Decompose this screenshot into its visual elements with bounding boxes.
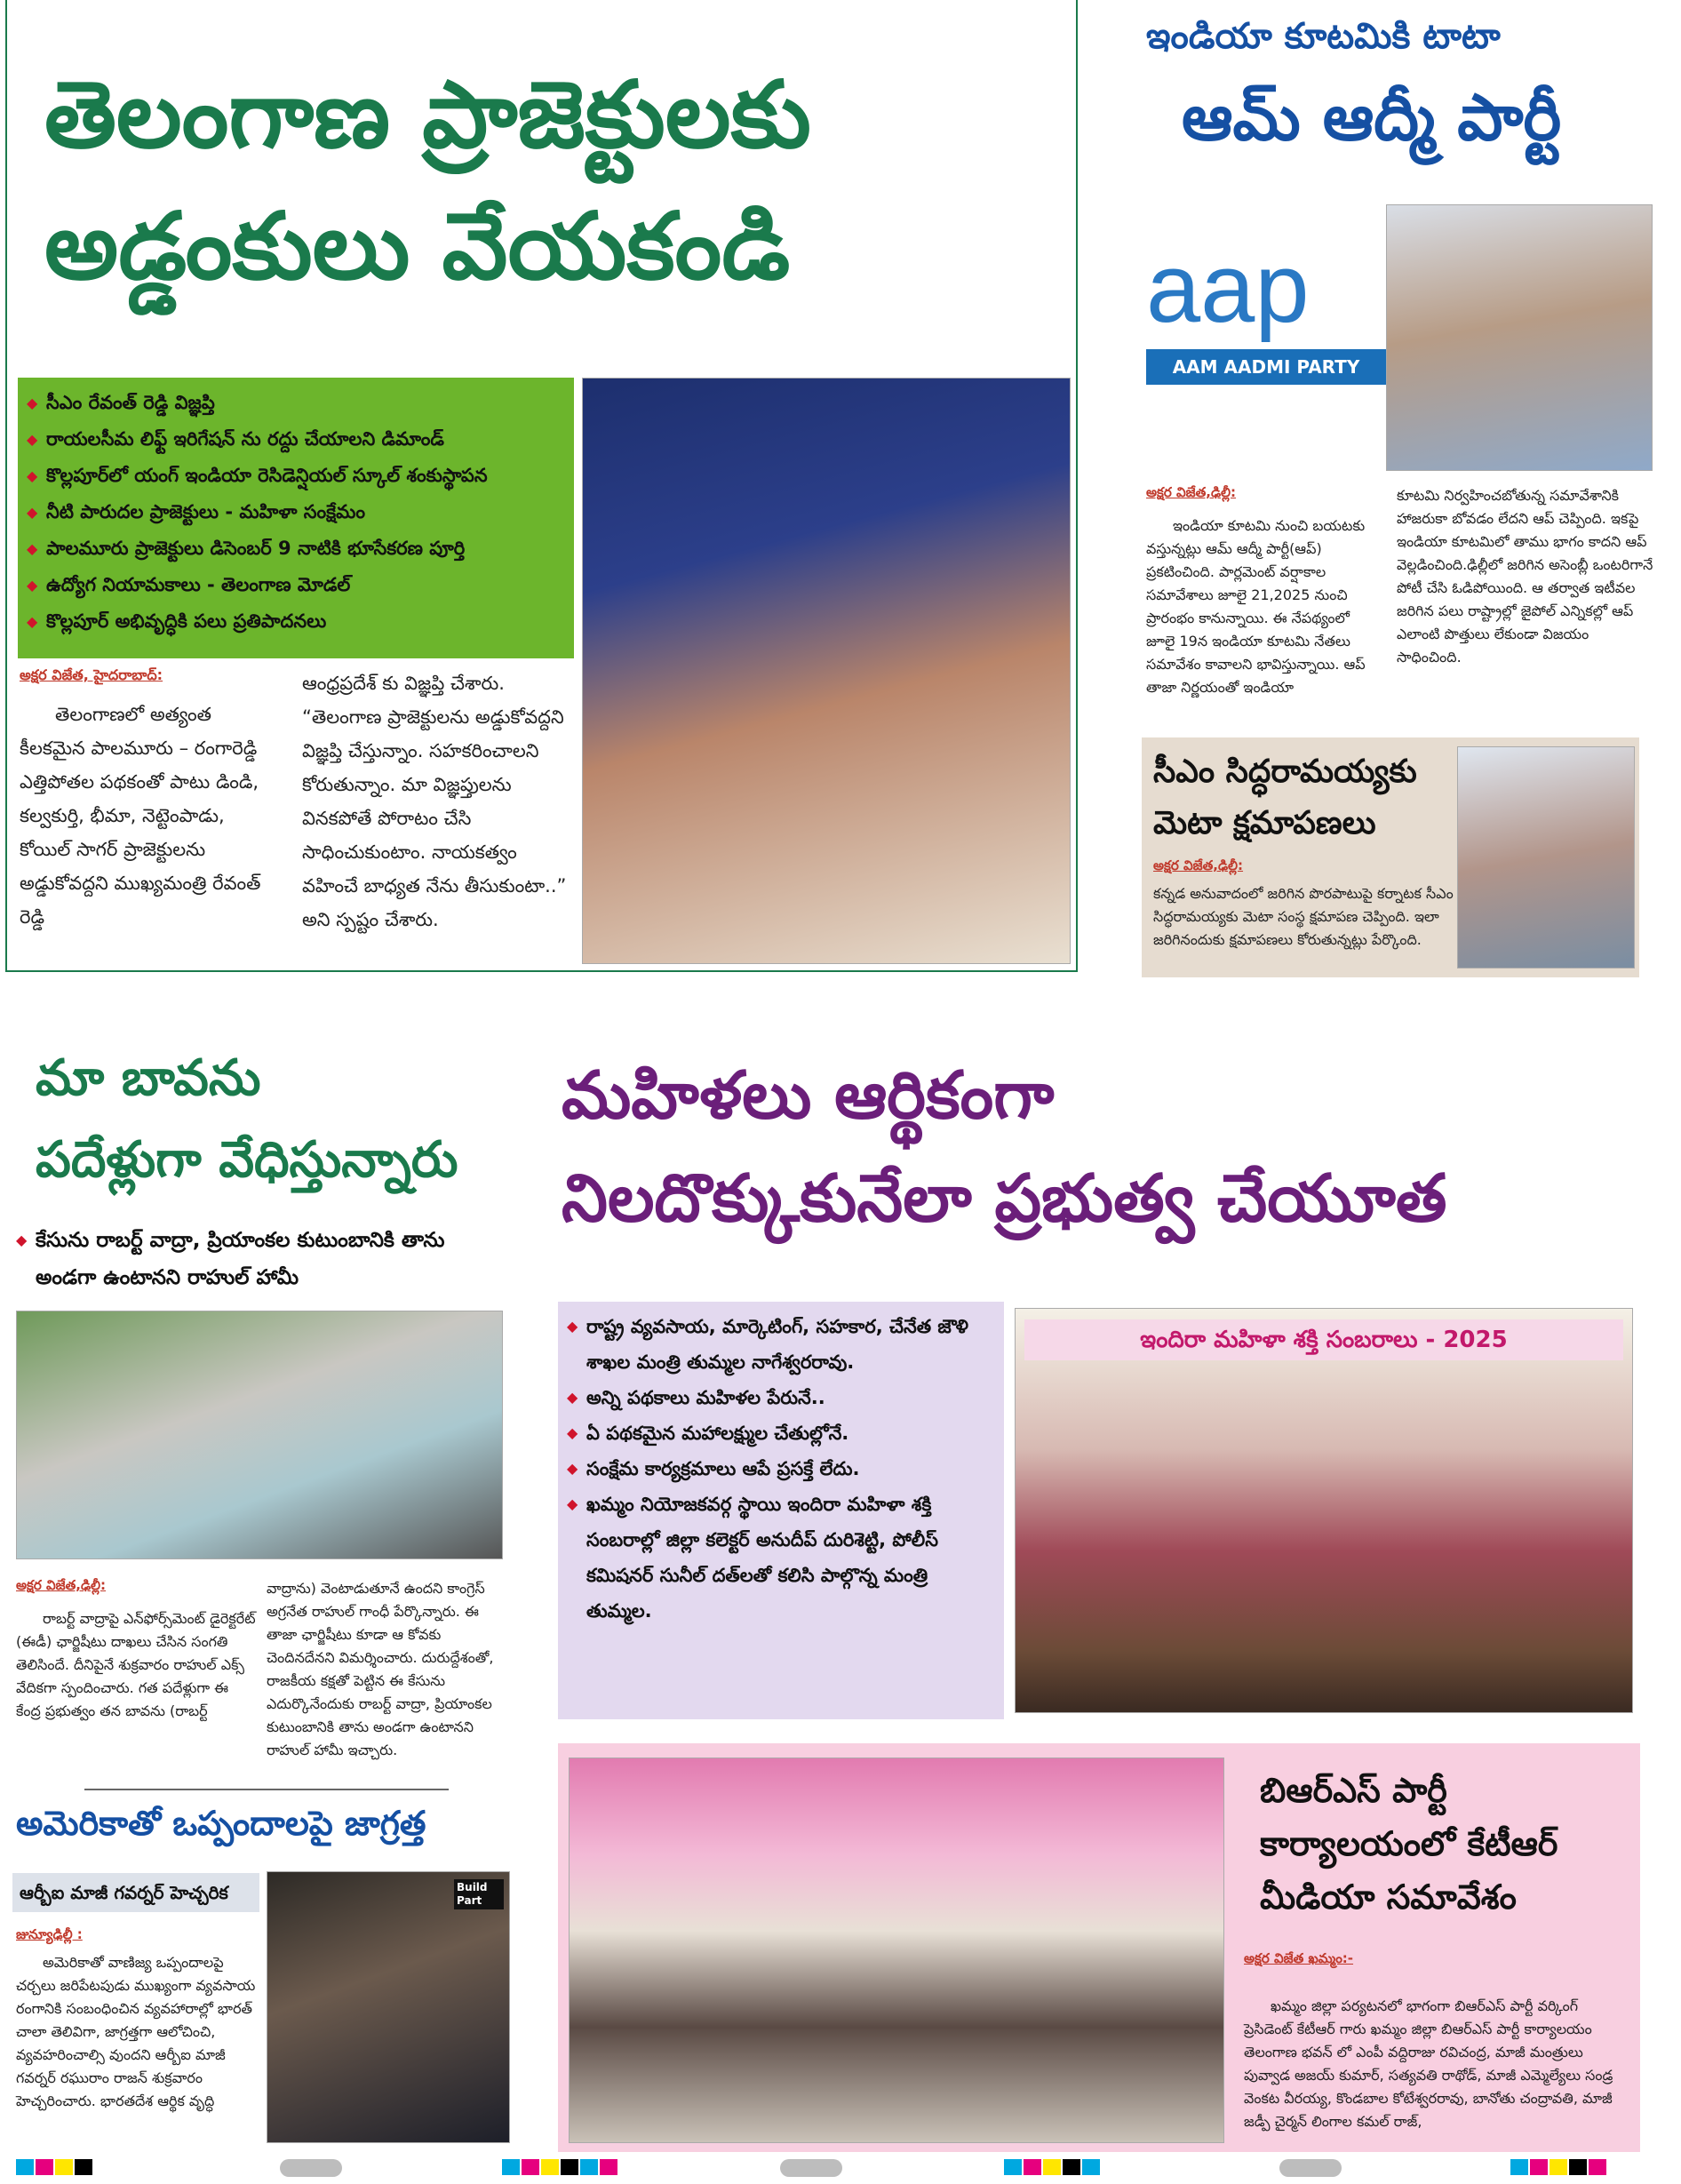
story4-headline-line2: పదేళ్లుగా వేధిస్తున్నారు	[36, 1131, 458, 1189]
story4-headline	[36, 1038, 533, 1201]
story1-body-col1: తెలంగాణలో అత్యంత కీలకమైన పాలమూరు – రంగారెడ్డి ఎత్తిపోతల పథకంతో పాటు డిండి, కల్వకుర్తి, భీమా, నెట్టెంపాడు, కోయిల్ సాగర్ ప్రాజెక్టులను అడ్డుకోవద్దని ముఖ్యమంత్రి రేవంత్ రెడ్డి	[20, 704, 261, 928]
registration-pill	[280, 2159, 342, 2177]
story1-bullet: ◆ కొల్లపూర్‌లో యంగ్ ఇండియా రెసిడెన్షియల్ స్కూల్ శంకుస్థాపన	[27, 458, 565, 494]
story4-headline-line1: మా బావను	[36, 1049, 261, 1107]
registration-pill	[780, 2159, 842, 2177]
registration-pill	[1279, 2159, 1342, 2177]
story2-body-col1: ఇండియా కూటమి నుంచి బయటకు వస్తున్నట్లు ఆమ్ ఆద్మీ పార్టీ(ఆప్) ప్రకటించింది. పార్లమెంట్ వర్షాకాల సమావేశాలు జూలై 21,2025 నుంచి ప్రారంభం కానున్నాయి. ఈ నేపథ్యంలో జూలై 19న ఇండియా కూటమి నేతలు సమావేశం కావాలని భావిస్తున్నాయి. ఆప్ తాజా నిర్ణయంతో ఇండియా	[1146, 517, 1366, 696]
story1-photo-cm-speaking	[582, 378, 1071, 964]
story3-headline-line2: మెటా క్షమాపణలు	[1153, 805, 1376, 841]
story4-text-col2	[267, 1577, 506, 1762]
story3-headline	[1153, 746, 1446, 849]
story4-text-col1	[16, 1577, 256, 1723]
story7-headline-line3: మీడియా సమావేశం	[1260, 1877, 1517, 1917]
story5-photo-text: Build Part	[454, 1879, 504, 1909]
story1-text-col2	[302, 666, 569, 937]
story4-bullet-text: ◆ కేసును రాబర్ట్ వాద్రా, ప్రియాంకల కుటుంబానికి తాను అండగా ఉంటానని రాహుల్ హామీ	[16, 1222, 505, 1296]
aap-logo-text: aap	[1146, 234, 1310, 343]
story6-bullet: ◆ సంక్షేమ కార్యక్రమాలు ఆపే ప్రసక్తే లేదు.	[567, 1451, 995, 1487]
story5-body: అమెరికాతో వాణిజ్య ఒప్పందాలపై చర్చలు జరిపేటపుడు ముఖ్యంగా వ్యవసాయ రంగానికి సంబంధించిన వ్యవహారాల్లో భారత్ చాలా తెలివిగా, జాగ్రత్తగా ఆలోచించి, వ్యవహరించాల్సి వుందని ఆర్బీఐ మాజీ గవర్నర్ రఘురాం రాజన్ శుక్రవారం హెచ్చరించారు. భారతదేశ ఆర్థిక వృద్ధి	[16, 1954, 256, 2109]
divider-line	[84, 1789, 449, 1790]
color-registration-strip	[502, 2159, 617, 2175]
story6-photo-banner: ఇందిరా మహిళా శక్తి సంబరాలు - 2025	[1024, 1319, 1623, 1360]
story4-body-col2: వాద్రాను) వెంటాడుతూనే ఉందని కాంగ్రెస్ అగ్రనేత రాహుల్ గాంధీ పేర్కొన్నారు. ఈ తాజా ఛార్జిషీటు కూడా ఆ కోవకు చెందినదేనని విమర్శించారు. దురుద్దేశంతో, రాజకీయ కక్షతో పెట్టిన ఈ కేసును ఎదుర్కొనేందుకు రాబర్ట్ వాద్రా, ప్రియాంకల కుటుంబానికి తాను అండగా ఉంటానని రాహుల్ హామీ ఇచ్చారు.	[267, 1580, 494, 1758]
story5-dateline: జున్యూఢిల్లీ :	[16, 1926, 83, 1942]
story2-dateline: అక్షర విజేత,ఢిల్లీ:	[1146, 484, 1237, 500]
story2-text-col2	[1397, 484, 1654, 669]
story1-text-col1	[20, 666, 277, 934]
color-registration-strip	[16, 2159, 92, 2175]
story6-photo-women-event	[1015, 1308, 1633, 1713]
aap-logo	[1146, 235, 1386, 413]
story4-bullet	[16, 1222, 505, 1296]
story6-headline	[562, 1044, 1654, 1250]
story5-subhead: ఆర్బీఐ మాజీ గవర్నర్ హెచ్చరిక	[12, 1873, 259, 1912]
story7-headline-line2: కార్యాలయంలో కేటీఆర్	[1260, 1824, 1558, 1863]
story1-bullet: ◆ కొల్లపూర్ అభివృద్ధికి పలు ప్రతిపాదనలు	[27, 603, 565, 640]
story2-kicker: ఇండియా కూటమికి టాటా	[1146, 16, 1501, 57]
story2-headline: ఆమ్ ఆద్మీ పార్టీ	[1182, 80, 1562, 155]
color-registration-strip	[1004, 2159, 1100, 2175]
color-registration-strip	[1510, 2159, 1606, 2175]
story7-body: ఖమ్మం జిల్లా పర్యటనలో భాగంగా బిఆర్ఎస్ పార్టీ వర్కింగ్ ప్రెసిడెంట్ కేటీఆర్ గారు ఖమ్మం జిల్లా బిఆర్ఎస్ పార్టీ కార్యాలయం తెలంగాణ భవన్ లో ఎంపీ వద్దిరాజు రవిచంద్ర, మాజీ మంత్రులు పువ్వాడ అజయ్ కుమార్, సత్యవతి రాథోడ్, మాజీ ఎమ్మెల్యేలు సండ్ర వెంకట వీరయ్య, కొండబాల కోటేశ్వరరావు, బానోతు చంద్రావతి, మాజీ జడ్పీ చైర్మన్ లింగాల కమల్ రాజ్,	[1244, 1997, 1613, 2130]
story3-body: కన్నడ అనువాదంలో జరిగిన పొరపాటుపై కర్నాటక సీఎం సిద్ధరామయ్యకు మెటా సంస్థ క్షమాపణ చెప్పింది. ఇలా జరిగినందుకు క్షమాపణలు కోరుతున్నట్లు పేర్కొంది.	[1153, 885, 1454, 948]
story3-dateline: అక్షర విజేత,ఢిల్లీ:	[1153, 857, 1244, 873]
story6-headline-line1: మహిళలు ఆర్థికంగా	[562, 1057, 1055, 1134]
story3-headline-line1: సీఎం సిద్ధరామయ్యకు	[1153, 753, 1417, 790]
story1-bullet: ◆ రాయలసీమ లిఫ్ట్ ఇరిగేషన్ ను రద్దు చేయాలని డిమాండ్	[27, 421, 565, 458]
story7-headline-line1: బిఆర్ఎస్ పార్టీ	[1260, 1771, 1447, 1810]
story4-dateline: అక్షర విజేత,ఢిల్లీ:	[16, 1577, 107, 1593]
story6-bullet: ◆ రాష్ట్ర వ్యవసాయ, మార్కెటింగ్, సహకార, చేనేత జౌళి శాఖల మంత్రి తుమ్మల నాగేశ్వరరావు.	[567, 1309, 995, 1380]
story6-bullet: ◆ అన్ని పథకాలు మహిళల పేరునే..	[567, 1380, 995, 1415]
story1-body-col2: ఆంధ్రప్రదేశ్ కు విజ్ఞప్తి చేశారు. “తెలంగాణ ప్రాజెక్టులను అడ్డుకోవద్దని విజ్ఞప్తి చేస్తున్నాం. సహకరించాలని కోరుతున్నాం. మా విజ్ఞప్తులను వినకపోతే పోరాటం చేసి సాధించుకుంటాం. నాయకత్వం వహించే బాధ్యత నేను తీసుకుంటా..” అని స్పష్టం చేశారు.	[302, 673, 567, 930]
story1-headline-line1: తెలంగాణ ప్రాజెక్టులకు	[44, 60, 811, 169]
story1-bullet: ◆ సీఎం రేవంత్ రెడ్డి విజ్ఞప్తి	[27, 385, 565, 421]
story1-headline-line2: అడ్డంకులు వేయకండి	[44, 192, 791, 300]
story5-headline: అమెరికాతో ఒప్పందాలపై జాగ్రత్త	[16, 1804, 426, 1843]
story1-dateline: అక్షర విజేత, హైదరాబాద్:	[20, 666, 163, 683]
story6-bullet-box	[558, 1302, 1004, 1719]
story7-headline	[1260, 1764, 1633, 1924]
story6-headline-line2: నిలదొక్కుకునేలా ప్రభుత్వ చేయూత	[562, 1160, 1447, 1237]
story1-bullet: ◆ నీటి పారుదల ప్రాజెక్టులు - మహిళా సంక్షేమం	[27, 494, 565, 530]
story6-bullet: ◆ ఏ పథకమైన మహాలక్ష్ముల చేతుల్లోనే.	[567, 1415, 995, 1451]
story6-bullet-list	[567, 1309, 995, 1629]
story1-bullet-box	[18, 378, 574, 658]
story1-bullet-list	[27, 385, 565, 640]
story4-body-col1: రాబర్ట్ వాద్రాపై ఎన్‌ఫోర్స్‌మెంట్ డైరెక్టరేట్ (ఈడీ) ఛార్జిషీటు దాఖలు చేసిన సంగతి తెలిసిందే. దీనిపైనే శుక్రవారం రాహుల్ ఎక్స్ వేదికగా స్పందించారు. గత పదేళ్లుగా ఈ కేంద్ర ప్రభుత్వం తన బావను (రాబర్ట్	[16, 1610, 256, 1719]
story5-photo-rajan	[267, 1871, 510, 2143]
story1-bullet: ◆ పాలమూరు ప్రాజెక్టులు డిసెంబర్ 9 నాటికి భూసేకరణ పూర్తి	[27, 530, 565, 567]
story2-body-col2: కూటమి నిర్వహించబోతున్న సమావేశానికి హాజరుకా బోవడం లేదని ఆప్ చెప్పింది. ఇకపై ఇండియా కూటమిలో తాము భాగం కాదని ఆప్ వెల్లడించింది.ఢిల్లీలో జరిగిన అసెంబ్లీ ఒంటరిగానే పోటీ చేసి ఓడిపోయింది. ఆ తర్వాత ఇటీవల జరిగిన పలు రాష్ట్రాల్లో జైపోల్ ఎన్నికల్లో ఆప్ ఎలాంటి పొత్తులు లేకుండా విజయం సాధించింది.	[1397, 487, 1653, 666]
story7-photo-ktr-meeting	[569, 1758, 1224, 2143]
story7-dateline: అక్షర విజేత ఖమ్మం:-	[1244, 1950, 1354, 1966]
aap-logo-band: AAM AADMI PARTY	[1146, 349, 1386, 385]
story2-photo-kejriwal	[1386, 204, 1653, 471]
story6-bullet: ◆ ఖమ్మం నియోజకవర్గ స్థాయి ఇందిరా మహిళా శక్తి సంబరాల్లో జిల్లా కలెక్టర్ అనుదీప్ దురిశెట్టి, పోలీస్ కమిషనర్ సునీల్ దత్‌లతో కలిసి పాల్గొన్న మంత్రి తుమ్మల.	[567, 1487, 995, 1629]
story2-text-col1	[1146, 484, 1382, 699]
story1-bullet: ◆ ఉద్యోగ నియామకాలు - తెలంగాణ మోడల్	[27, 567, 565, 603]
story3-photo-siddaramaiah	[1457, 746, 1635, 968]
story5-text	[16, 1926, 258, 2113]
story1-headline	[44, 49, 1057, 312]
story3-text	[1153, 857, 1455, 952]
story4-photo-rahul-priyanka-vadra	[16, 1311, 503, 1559]
